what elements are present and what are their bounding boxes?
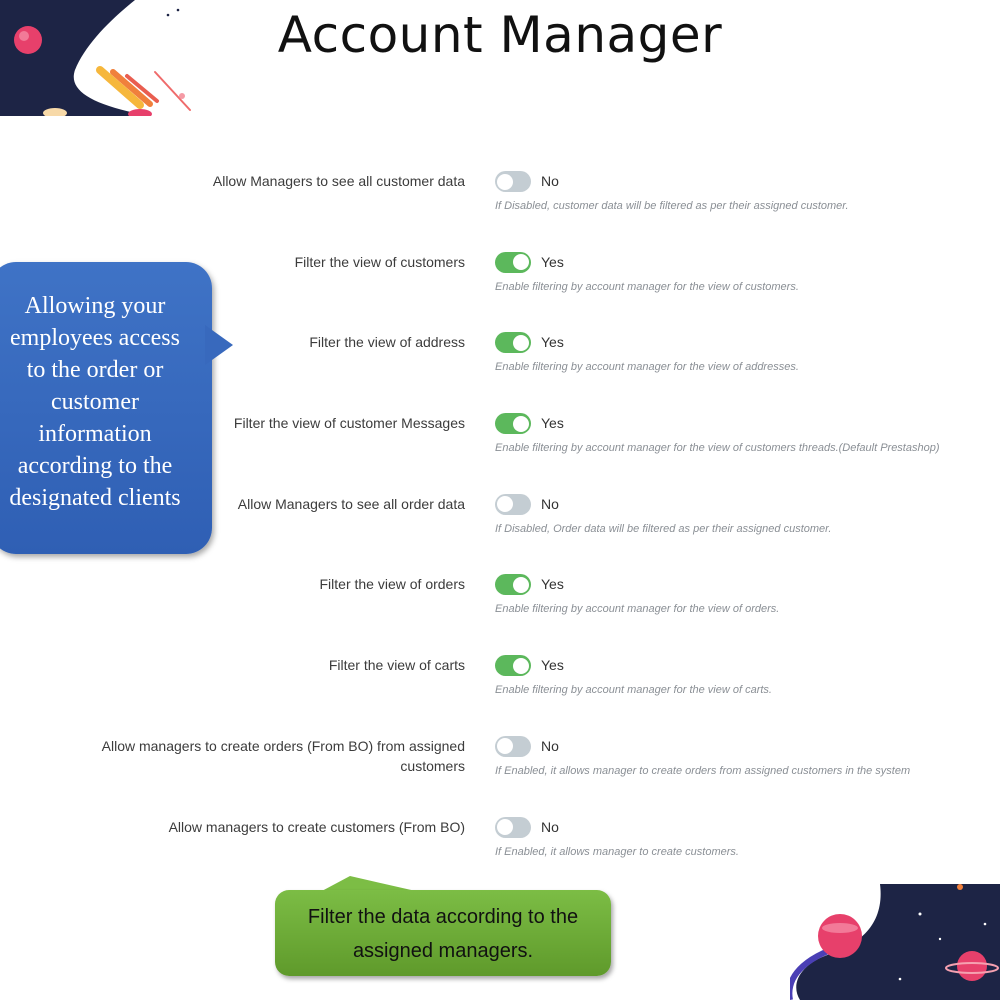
setting-row xyxy=(0,571,1000,652)
setting-label: Filter the view of customers xyxy=(294,253,465,270)
setting-label: Allow Managers to see all order data xyxy=(237,495,465,512)
toggle-knob xyxy=(513,416,529,432)
setting-state: Yes xyxy=(541,576,564,593)
setting-label: Allow managers to create orders (From BO) from assigned customers xyxy=(101,737,465,774)
toggle-knob xyxy=(497,496,513,512)
setting-row xyxy=(0,814,1000,895)
toggle-knob xyxy=(513,335,529,351)
setting-help: Enable filtering by account manager for the view of addresses. xyxy=(495,361,799,374)
setting-toggle[interactable] xyxy=(495,494,531,515)
setting-state: Yes xyxy=(541,415,564,432)
setting-label: Filter the view of carts xyxy=(328,657,465,674)
setting-state: Yes xyxy=(541,334,564,351)
setting-state: Yes xyxy=(541,657,564,674)
setting-toggle[interactable] xyxy=(495,252,531,273)
setting-state: No xyxy=(541,818,559,835)
setting-toggle[interactable] xyxy=(495,413,531,434)
setting-state: No xyxy=(541,495,559,512)
setting-toggle[interactable] xyxy=(495,332,531,353)
space-decoration-bottom-right xyxy=(790,884,1000,1000)
setting-label: Allow Managers to see all customer data xyxy=(212,173,465,189)
toggle-knob xyxy=(497,174,513,190)
setting-help: If Enabled, it allows manager to create customers. xyxy=(495,845,739,858)
setting-row xyxy=(0,733,1000,814)
callout-left-pointer xyxy=(205,325,233,365)
setting-row xyxy=(0,168,1000,249)
setting-help: Enable filtering by account manager for the view of customers. xyxy=(495,280,799,293)
setting-toggle[interactable] xyxy=(495,736,531,757)
setting-help: Enable filtering by account manager for the view of orders. xyxy=(495,603,780,616)
toggle-knob xyxy=(513,658,529,674)
setting-toggle[interactable] xyxy=(495,574,531,595)
callout-bottom-text: Filter the data according to the assigned managers. xyxy=(307,906,579,962)
setting-state: No xyxy=(541,173,559,189)
setting-label: Filter the view of orders xyxy=(319,576,465,593)
setting-state: Yes xyxy=(541,253,564,270)
setting-help: Enable filtering by account manager for the view of carts. xyxy=(495,684,772,697)
setting-label: Filter the view of customer Messages xyxy=(233,415,465,432)
setting-label: Filter the view of address xyxy=(309,334,465,351)
page-title: Account Manager xyxy=(277,6,723,64)
setting-label: Allow managers to create customers (From BO) xyxy=(168,818,465,835)
setting-help: If Disabled, customer data will be filtered as per their assigned customer. xyxy=(495,200,849,212)
callout-left-text: Allowing your employees access to the order or customer information according to the designated clients xyxy=(9,293,181,511)
setting-state: No xyxy=(541,737,559,754)
toggle-knob xyxy=(513,577,529,593)
toggle-knob xyxy=(497,738,513,754)
toggle-knob xyxy=(497,819,513,835)
setting-toggle[interactable] xyxy=(495,171,531,192)
setting-help: If Disabled, Order data will be filtered as per their assigned customer. xyxy=(495,522,832,535)
toggle-knob xyxy=(513,254,529,270)
setting-toggle[interactable] xyxy=(495,817,531,838)
setting-toggle[interactable] xyxy=(495,655,531,676)
setting-row xyxy=(0,652,1000,733)
setting-help: Enable filtering by account manager for the view of customers threads.(Default Prestashop) xyxy=(495,442,940,455)
setting-help: If Enabled, it allows manager to create orders from assigned customers in the system xyxy=(495,764,911,777)
